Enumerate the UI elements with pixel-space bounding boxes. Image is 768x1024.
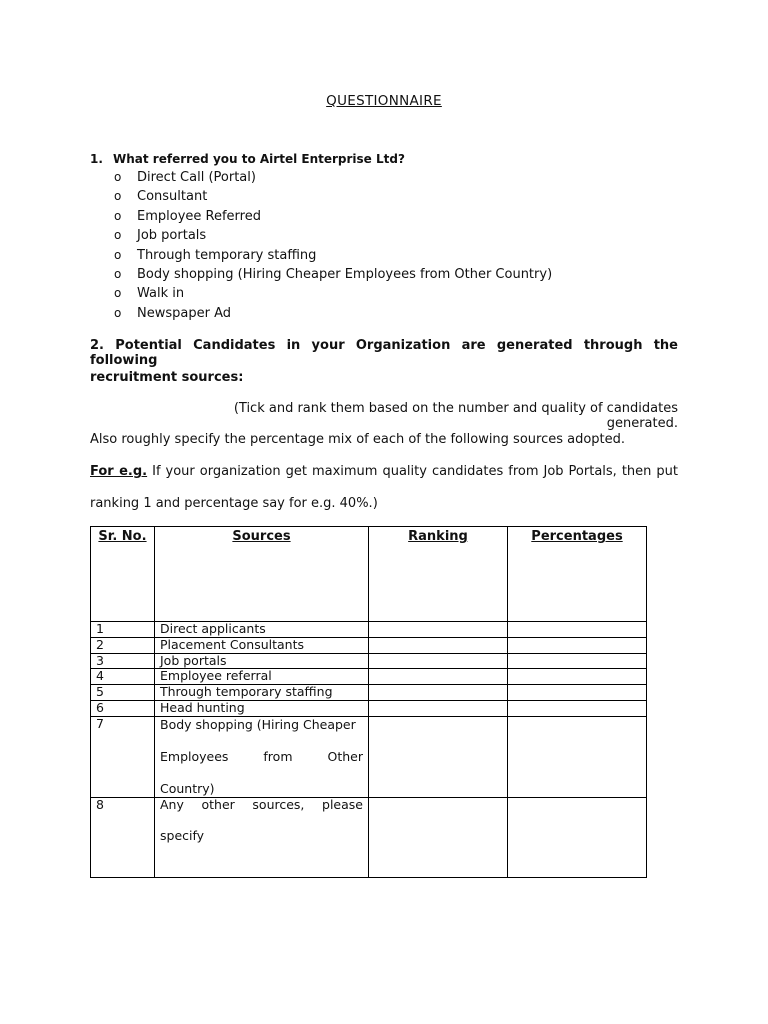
ranking-cell[interactable] [369, 700, 508, 716]
header-sr-no: Sr. No. [91, 527, 155, 622]
example-text: If your organization get maximum quality candidates from Job Portals, then put [147, 464, 678, 479]
option-label: Newspaper Ad [137, 305, 231, 321]
option-label: Job portals [137, 228, 207, 244]
table-row [91, 716, 647, 797]
source-word: please [322, 796, 363, 812]
option-label: Body shopping (Hiring Cheaper Employees from Other Country) [137, 266, 553, 282]
table-row [91, 685, 647, 701]
list-item [90, 284, 690, 303]
option-label: Consultant [137, 189, 208, 205]
table-row [91, 637, 647, 653]
list-item [90, 304, 690, 323]
example-label: For e.g. [90, 464, 148, 479]
page-title: QUESTIONNAIRE [326, 93, 442, 109]
bullet-icon: o [114, 266, 122, 281]
question-2-text: . Potential Candidates in your Organization are generated through the following [90, 338, 678, 368]
row-source: Employee referral [155, 669, 369, 685]
ranking-cell[interactable] [369, 637, 508, 653]
question-text: What referred you to Airtel Enterprise Ltd? [113, 152, 405, 166]
table-row [91, 622, 647, 638]
percentage-cell[interactable] [508, 653, 647, 669]
sources-table [90, 526, 647, 878]
example-line-2: ranking 1 and percentage say for e.g. 40%.) [90, 496, 378, 511]
row-number: 7 [91, 716, 155, 797]
question-1 [90, 151, 690, 323]
source-word: Employees [160, 748, 229, 764]
row-source: Head hunting [155, 700, 369, 716]
list-item [90, 187, 690, 206]
source-line [160, 798, 363, 814]
header-sources: Sources [155, 527, 369, 622]
ranking-cell[interactable] [369, 797, 508, 877]
row-source: Through temporary staffing [155, 685, 369, 701]
ranking-cell[interactable] [369, 653, 508, 669]
option-label: Through temporary staffing [137, 247, 317, 263]
option-list [90, 168, 690, 323]
source-word: from [263, 748, 293, 764]
source-word: Other [327, 748, 363, 764]
source-line: Body shopping (Hiring Cheaper [160, 716, 356, 732]
bullet-icon: o [114, 305, 122, 320]
example-line-1 [90, 464, 678, 479]
row-number: 5 [91, 685, 155, 701]
ranking-cell[interactable] [369, 716, 508, 797]
percentage-cell[interactable] [508, 669, 647, 685]
row-number: 6 [91, 700, 155, 716]
question-2-line-2: recruitment sources: [90, 370, 244, 385]
instruction-line-2: Also roughly specify the percentage mix of each of the following sources adopted. [90, 432, 626, 447]
percentage-cell[interactable] [508, 637, 647, 653]
header-percentages: Percentages [508, 527, 647, 622]
percentage-cell[interactable] [508, 700, 647, 716]
option-label: Employee Referred [137, 208, 261, 224]
row-number: 3 [91, 653, 155, 669]
ranking-cell[interactable] [369, 622, 508, 638]
ranking-cell[interactable] [369, 669, 508, 685]
question-2-line-1 [90, 338, 678, 368]
source-word: Any [160, 796, 184, 812]
list-item [90, 246, 690, 265]
bullet-icon: o [114, 286, 122, 301]
table-header-row [91, 527, 647, 622]
row-number: 2 [91, 637, 155, 653]
source-line [160, 749, 363, 765]
source-line: Country) [160, 780, 215, 796]
row-number: 8 [91, 797, 155, 877]
percentage-cell[interactable] [508, 685, 647, 701]
row-number: 4 [91, 669, 155, 685]
row-source [155, 797, 369, 877]
percentage-cell[interactable] [508, 716, 647, 797]
list-item [90, 168, 690, 187]
source-word: other [201, 796, 235, 812]
row-source: Direct applicants [155, 622, 369, 638]
table-row [91, 669, 647, 685]
percentage-cell[interactable] [508, 622, 647, 638]
table-row [91, 797, 647, 877]
bullet-icon: o [114, 247, 122, 262]
table-row [91, 653, 647, 669]
list-item [90, 207, 690, 226]
option-label: Walk in [137, 286, 185, 302]
question-2-number: 2 [90, 338, 100, 353]
list-item [90, 226, 690, 245]
table-row [91, 700, 647, 716]
row-source: Placement Consultants [155, 637, 369, 653]
bullet-icon: o [114, 189, 122, 204]
percentage-cell[interactable] [508, 797, 647, 877]
question-1-heading [90, 151, 690, 167]
source-line: specify [160, 827, 205, 843]
bullet-icon: o [114, 228, 122, 243]
bullet-icon: o [114, 208, 122, 223]
question-number: 1. [90, 152, 103, 166]
row-source: Job portals [155, 653, 369, 669]
list-item [90, 265, 690, 284]
row-number: 1 [91, 622, 155, 638]
option-label: Direct Call (Portal) [137, 170, 256, 185]
instruction-line-1: (Tick and rank them based on the number and quality of candidates generated. [233, 401, 678, 431]
source-word: sources, [252, 796, 305, 812]
row-source [155, 716, 369, 797]
bullet-icon: o [114, 170, 122, 184]
header-ranking: Ranking [369, 527, 508, 622]
ranking-cell[interactable] [369, 685, 508, 701]
